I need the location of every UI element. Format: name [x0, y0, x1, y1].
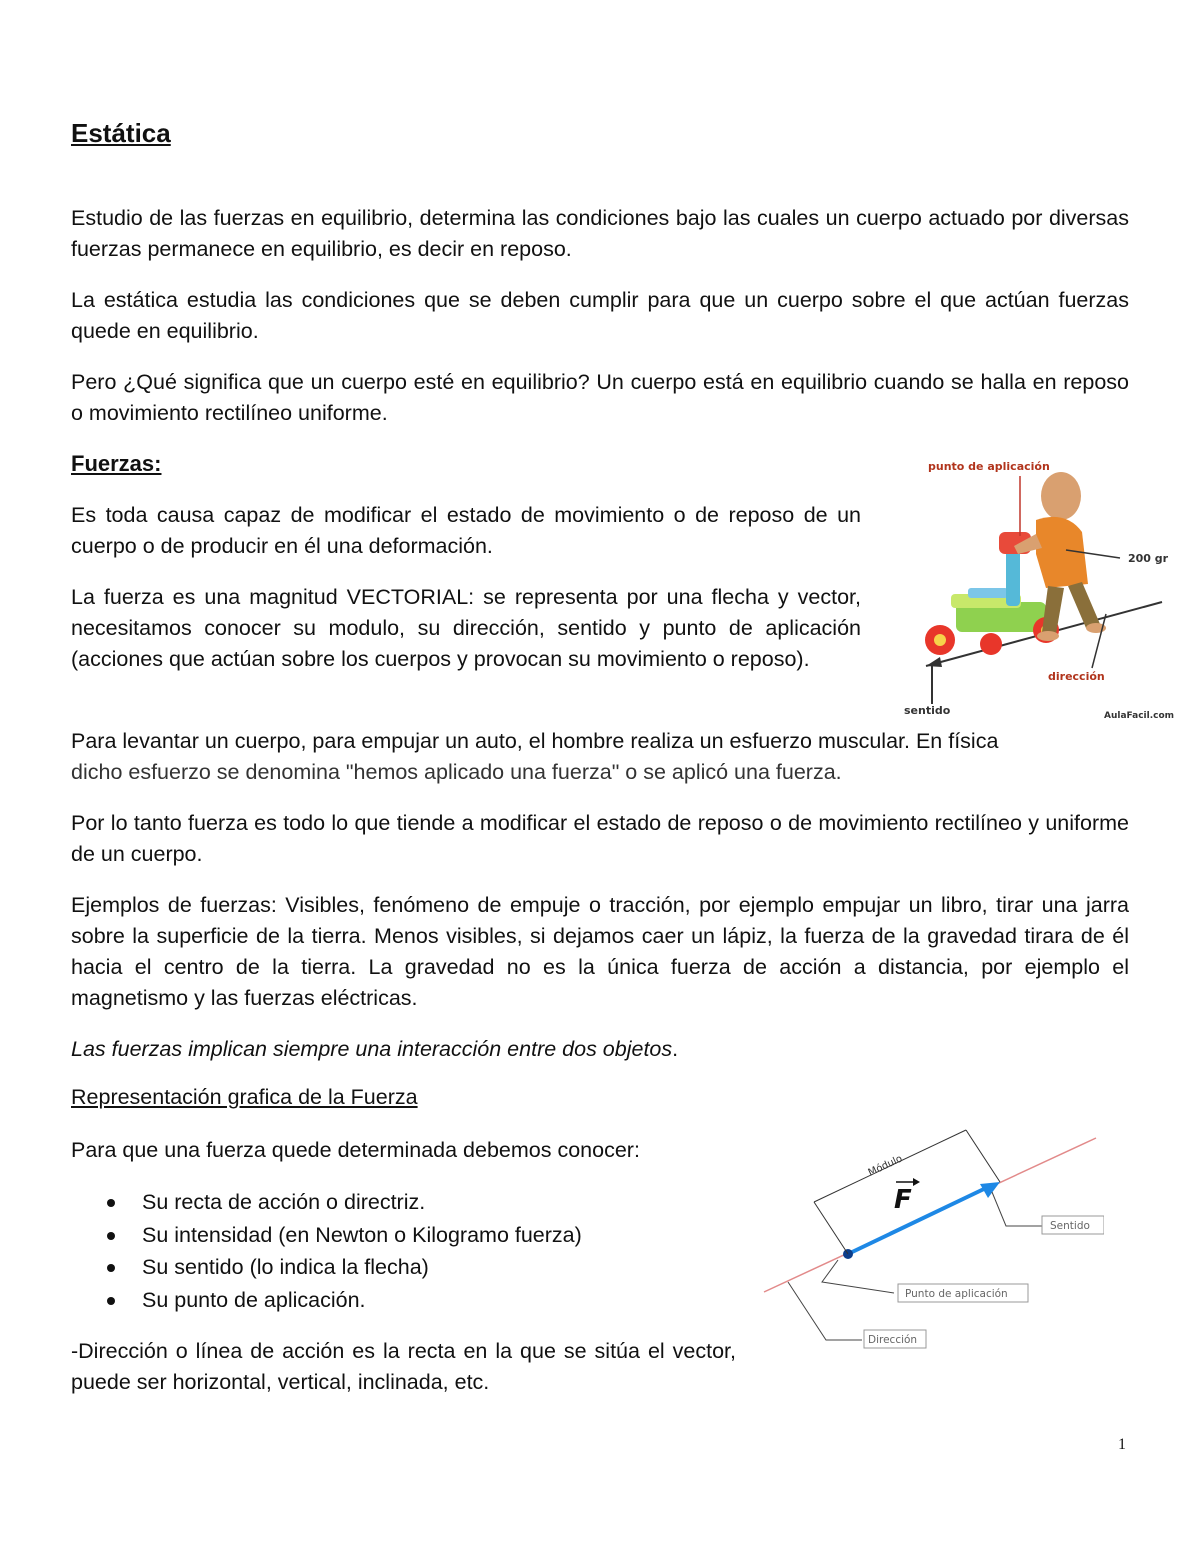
vector-diagram [758, 1122, 1104, 1354]
interaccion-period: . [672, 1037, 679, 1061]
paragraph-vectorial: La fuerza es una magnitud VECTORIAL: se representa por una flecha y vector, necesitamos conocer su modulo, su dirección, sentido y punto de aplicación (acciones que actúan sobre los cuerpos y provocan su movimiento o reposo). [71, 585, 861, 671]
section-heading-representacion: Representación grafica de la Fuerza [71, 1085, 418, 1109]
force-vector [848, 1188, 986, 1254]
sentido-leader [992, 1192, 1042, 1226]
paragraph-estatica: La estática estudia las condiciones que se deben cumplir para que un cuerpo sobre el que actúan fuerzas quede en equilibrio. [71, 288, 1129, 343]
label-sentido: sentido [904, 704, 951, 717]
page-number: 1 [1118, 1436, 1126, 1453]
paragraph-por-lo-tanto: Por lo tanto fuerza es todo lo que tiende a modificar el estado de reposo o de movimiento rectilíneo y uniforme de un cuerpo. [71, 811, 1129, 866]
bullet-icon [107, 1199, 115, 1207]
force-symbol: F [894, 1185, 912, 1215]
paragraph-interaccion [71, 1034, 1129, 1065]
list-item: Su recta de acción o directriz. [71, 1186, 582, 1219]
label-sentido-vector: Sentido [1050, 1220, 1090, 1232]
requirements-list [71, 1186, 582, 1316]
direccion-leader [788, 1282, 862, 1340]
paragraph-para-que: Para que una fuerza quede determinada debemos conocer: [71, 1138, 640, 1162]
paragraph-direccion: -Dirección o línea de acción es la recta en la que se sitúa el vector, puede ser horizontal, vertical, inclinada, etc. [71, 1339, 736, 1394]
label-punto-vector: Punto de aplicación [905, 1288, 1008, 1300]
paragraph-definicion-fuerza: Es toda causa capaz de modificar el estado de movimiento o de reposo de un cuerpo o de producir en él una deformación. [71, 503, 861, 558]
list-item: Su intensidad (en Newton o Kilogramo fuerza) [71, 1219, 582, 1252]
section-heading-fuerzas: Fuerzas: [71, 451, 162, 476]
bullet-icon [107, 1297, 115, 1305]
interaccion-italic: Las fuerzas implican siempre una interacción entre dos objetos [71, 1037, 673, 1061]
punto-leader [822, 1260, 894, 1293]
paragraph-levantar-line2: dicho esfuerzo se denomina "hemos aplicado una fuerza" o se aplicó una fuerza. [71, 760, 842, 784]
list-item: Su punto de aplicación. [71, 1284, 582, 1317]
page-title: Estática [71, 118, 171, 148]
paragraph-levantar-line1: Para levantar un cuerpo, para empujar un auto, el hombre realiza un esfuerzo muscular. En física [71, 729, 999, 753]
paragraph-intro: Estudio de las fuerzas en equilibrio, determina las condiciones bajo las cuales un cuerpo actuado por diversas fuerzas permanece en equilibrio, es decir en reposo. [71, 206, 1129, 261]
label-direccion-vector: Dirección [868, 1334, 918, 1346]
sense-arrowhead [926, 657, 942, 667]
label-peso: 200 gr [1128, 552, 1169, 565]
label-credit: AulaFacil.com [1104, 711, 1175, 721]
bullet-icon [107, 1264, 115, 1272]
label-punto-aplicacion: punto de aplicación [928, 460, 1050, 473]
label-modulo: Módulo [866, 1153, 905, 1179]
paragraph-equilibrio: Pero ¿Qué significa que un cuerpo esté en equilibrio? Un cuerpo está en equilibrio cuando se halla en reposo o movimiento rectilíneo uniforme. [71, 370, 1129, 425]
list-item: Su sentido (lo indica la flecha) [71, 1251, 582, 1284]
child-walker-figure [896, 454, 1176, 726]
label-direccion: dirección [1048, 670, 1105, 683]
bullet-icon [107, 1232, 115, 1240]
paragraph-ejemplos: Ejemplos de fuerzas: Visibles, fenómeno de empuje o tracción, por ejemplo empujar un libro, tirar una jarra sobre la superficie de la tierra. Menos visibles, si dejamos caer un lápiz, la fuerza de la gravedad tirara de él hacia el centro de la tierra. La gravedad no es la única fuerza de acción a distancia, por ejemplo el magnetismo y las fuerzas eléctricas. [71, 893, 1129, 1010]
